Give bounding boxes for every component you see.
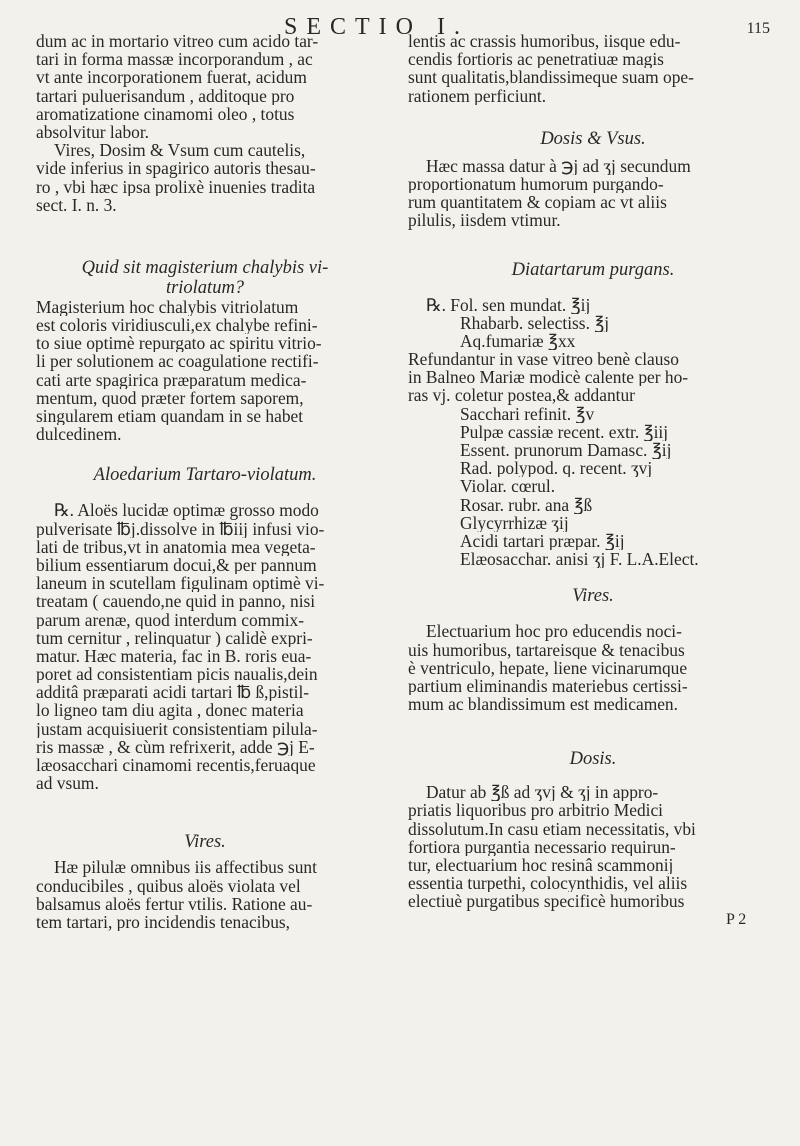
text-line: pilulis, iisdem vtimur. bbox=[408, 211, 561, 230]
text-line: tem tartari, pro incidendis tenacibus, bbox=[36, 912, 291, 932]
recipe-line: Pulpæ cassiæ recent. extr. ℥iij bbox=[460, 422, 669, 441]
text-line: tum cernitur , relinquatur ) calidè expri- bbox=[36, 628, 313, 647]
recipe-line: Elæosacchar. anisi ʒj F. L.A.Elect. bbox=[460, 550, 699, 569]
dosis-electuarii-paragraph bbox=[408, 783, 778, 910]
text-line: Electuarium hoc pro educendis noci- bbox=[426, 622, 682, 641]
text-line: mum ac blandissimum est medicamen. bbox=[408, 695, 678, 714]
text-line: lo ligneo tam diu agita , donec materia bbox=[36, 701, 304, 720]
text-line: matur. Hæc materia, fac in B. roris eua- bbox=[36, 646, 312, 666]
text-line: vide inferius in spagirico autoris thesau- bbox=[36, 159, 316, 178]
text-line: dulcedinem. bbox=[36, 425, 122, 444]
text-line: ro , vbi hæc ipsa prolixè inuenies tradita bbox=[36, 177, 316, 196]
text-line: tari in forma massæ incorporandum , ac bbox=[36, 50, 313, 69]
recipe-list bbox=[408, 296, 778, 351]
page-number: 115 bbox=[746, 20, 770, 37]
text-line: sect. I. n. 3. bbox=[36, 195, 117, 214]
text-line: additâ præparati acidi tartari ℔ ß,pistil- bbox=[36, 683, 310, 702]
text-line: è ventriculo, hepate, liene vicinarumque bbox=[408, 658, 688, 677]
spacer bbox=[36, 214, 374, 258]
text-line: Magisterium hoc chalybis vitriolatum bbox=[36, 297, 299, 317]
spacer bbox=[408, 769, 778, 783]
section-heading: Aloedarium Tartaro-violatum. bbox=[93, 465, 317, 486]
dosis-paragraph bbox=[408, 157, 778, 230]
text-line: cendis fortioris ac penetratiuæ magis bbox=[408, 50, 664, 69]
text-line: rum quantitatem & copiam ac vt aliis bbox=[408, 193, 667, 212]
text-line: ras vj. coletur postea,& addantur bbox=[408, 386, 635, 405]
text-line: conducibiles , quibus aloës violata vel bbox=[36, 876, 301, 895]
text-line: laneum in scutellam figulinam optimè vi- bbox=[36, 574, 325, 593]
spacer bbox=[36, 485, 374, 501]
spacer bbox=[408, 105, 778, 129]
text-line: cati arte spagirica præparatum medica- bbox=[36, 370, 307, 389]
recipe-line: Rhabarb. selectiss. ℥j bbox=[460, 313, 610, 332]
text-line: fortiora purgantia necessario requirun- bbox=[408, 837, 676, 856]
spacer bbox=[408, 280, 778, 296]
aloedarium-paragraph bbox=[36, 501, 374, 792]
text-line: parum arenæ, quod interdum commix- bbox=[36, 610, 305, 629]
signature-mark: P 2 bbox=[726, 910, 747, 928]
recipe-line: ℞. Fol. sen mundat. ℥ij bbox=[426, 295, 591, 314]
recipe-line: Glycyrrhizæ ʒij bbox=[460, 513, 569, 532]
text-line: tartari puluerisandum , additoque pro bbox=[36, 86, 295, 105]
recipe-line: Violar. cœrul. bbox=[460, 477, 556, 496]
text-line: proportionatum humorum purgando- bbox=[408, 174, 664, 194]
text-line: pulverisate ℔j.dissolve in ℔iij infusi vio- bbox=[36, 519, 325, 538]
spacer bbox=[408, 606, 778, 622]
recipe-line: Sacchari refinit. ℥v bbox=[460, 404, 595, 423]
text-line: singularem etiam quandam in se habet bbox=[36, 407, 304, 426]
ingredients-list bbox=[408, 405, 778, 569]
text-line: aromatizatione cinamomi oleo , totus bbox=[36, 104, 295, 123]
section-heading: Quid sit magisterium chalybis vi- bbox=[81, 257, 329, 278]
text-line: bilium essentiarum docui,& per pannum bbox=[36, 555, 317, 575]
continuation-paragraph bbox=[408, 32, 778, 105]
text-line: electiuè purgatibus specificè humoribus bbox=[408, 892, 685, 911]
text-line: li per solutionem ac coagulatione rectifi- bbox=[36, 352, 319, 371]
text-line: treatam ( cauendo,ne quid in panno, nisi bbox=[36, 592, 316, 611]
text-line: Vires, Dosim & Vsum cum cautelis, bbox=[54, 141, 306, 160]
text-line: justam acquisiuerit consistentiam pilula- bbox=[36, 719, 318, 738]
right-column bbox=[408, 32, 778, 929]
section-heading: Vires. bbox=[184, 832, 226, 853]
text-line: lentis ac crassis humoribus, iisque edu- bbox=[408, 32, 681, 51]
vires-paragraph bbox=[36, 858, 374, 931]
section-heading: triolatum? bbox=[165, 277, 245, 298]
text-line: poret ad consistentiam picis naualis,dein bbox=[36, 665, 318, 684]
instructions-paragraph bbox=[408, 350, 778, 405]
electuarium-paragraph bbox=[408, 622, 778, 713]
text-line: læosacchari cinamomi recentis,feruaque bbox=[36, 756, 316, 775]
text-line: priatis liquoribus pro arbitrio Medici bbox=[408, 801, 664, 820]
spacer bbox=[408, 230, 778, 260]
section-heading: Vires. bbox=[572, 586, 614, 607]
section-heading: Diatartarum purgans. bbox=[511, 259, 675, 280]
text-line: ad vsum. bbox=[36, 774, 99, 793]
magisterium-paragraph bbox=[36, 298, 374, 444]
text-line: Datur ab ℥ß ad ʒvj & ʒj in appro- bbox=[426, 783, 659, 802]
spacer bbox=[36, 443, 374, 465]
spacer bbox=[408, 149, 778, 157]
text-line: lati de tribus,vt in anatomia mea vegeta- bbox=[36, 537, 316, 556]
running-head: SECTIO I. bbox=[284, 14, 469, 40]
text-line: rationem perficiunt. bbox=[408, 86, 547, 105]
text-line: to siue optimè repurgato ac spiritu vitrio- bbox=[36, 334, 322, 353]
spacer bbox=[36, 792, 374, 832]
text-line: Hæ pilulæ omnibus iis affectibus sunt bbox=[54, 858, 317, 877]
text-line: tur, electuarium hoc resinâ scammonij bbox=[408, 856, 674, 875]
text-line: absolvitur labor. bbox=[36, 122, 150, 142]
text-line: est coloris viridiusculi,ex chalybe refini- bbox=[36, 316, 318, 335]
text-line: uis humoribus, tartareisque & tenacibus bbox=[408, 640, 685, 659]
text-line: partium eliminandis materiebus certissi- bbox=[408, 676, 688, 696]
text-line: dissolutum.In casu etiam necessitatis, vbi bbox=[408, 819, 696, 838]
text-line: essentia turpethi, colocynthidis, vel aliis bbox=[408, 874, 688, 893]
text-line: ris massæ , & cùm refrixerit, adde ℈j E- bbox=[36, 737, 315, 756]
spacer bbox=[408, 568, 778, 586]
recipe-line: Rad. polypod. q. recent. ʒvj bbox=[460, 459, 653, 478]
section-heading: Dosis & Vsus. bbox=[540, 128, 646, 149]
section-heading: Dosis. bbox=[569, 749, 617, 770]
recipe-line: Aq.fumariæ ℥xx bbox=[460, 331, 576, 351]
text-line: dum ac in mortario vitreo cum acido tar- bbox=[36, 32, 319, 51]
text-line: balsamus aloës fertur vtilis. Ratione au- bbox=[36, 894, 313, 913]
text-line: mentum, quod præter fortem saporem, bbox=[36, 388, 304, 407]
left-column bbox=[36, 32, 374, 931]
spacer bbox=[408, 713, 778, 749]
recipe-line: Acidi tartari præpar. ℥ij bbox=[460, 531, 625, 551]
text-line: Refundantur in vase vitreo benè clauso bbox=[408, 350, 679, 369]
recipe-line: Essent. prunorum Damasc. ℥ij bbox=[460, 441, 672, 460]
text-line: vt ante incorporationem fuerat, acidum bbox=[36, 68, 307, 87]
text-line: in Balneo Mariæ modicè calente per ho- bbox=[408, 368, 689, 387]
text-line: Hæc massa datur à ℈j ad ʒj secundum bbox=[426, 156, 691, 175]
intro-paragraph bbox=[36, 32, 374, 214]
text-line: sunt qualitatis,blandissimeque suam ope- bbox=[408, 68, 694, 87]
text-line: ℞. Aloës lucidæ optimæ grosso modo bbox=[54, 501, 319, 520]
recipe-line: Rosar. rubr. ana ℥ß bbox=[460, 495, 593, 514]
